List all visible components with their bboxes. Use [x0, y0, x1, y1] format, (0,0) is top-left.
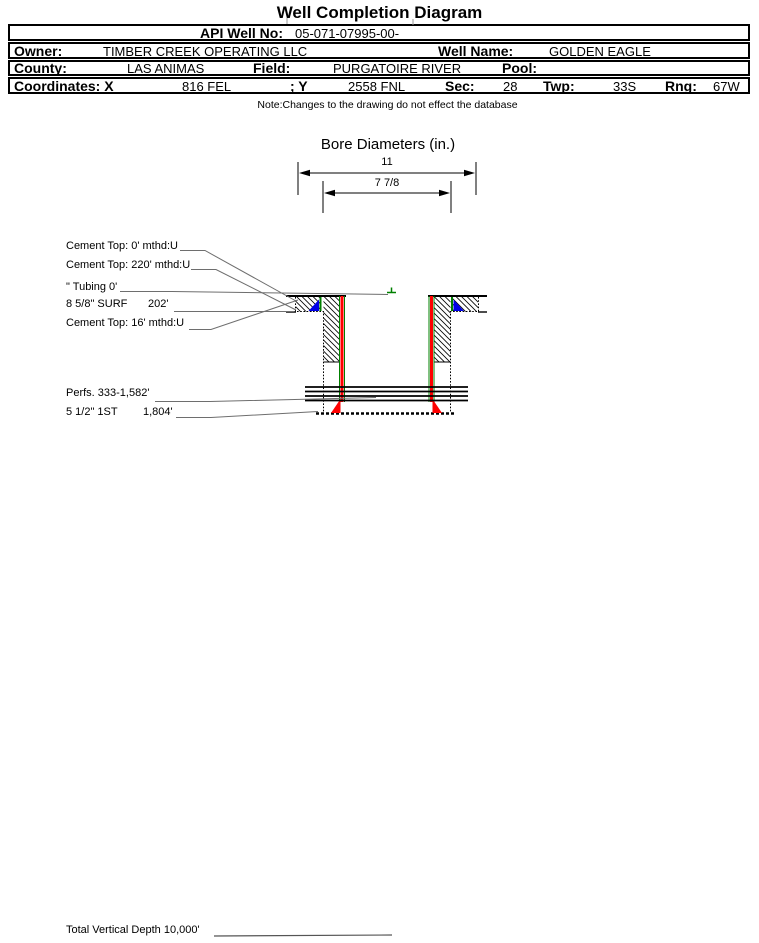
owner-label: Owner:	[14, 43, 63, 59]
inner-bore-diameter-value: 7 7/8	[374, 177, 400, 189]
bore-diameters-title: Bore Diameters (in.)	[320, 136, 456, 153]
cement-top-1-label: Cement Top: 0' mthd:U	[66, 240, 178, 252]
leader-lines	[120, 251, 388, 418]
well-name-label: Well Name:	[438, 43, 514, 59]
coordinate-y-value: 2558 FNL	[348, 79, 406, 94]
county-label: County:	[14, 60, 67, 76]
coordinate-y-label: ; Y	[290, 78, 308, 94]
twp-label: Twp:	[543, 78, 575, 94]
field-label: Field:	[253, 60, 291, 76]
cement-top-3-label: Cement Top: 16' mthd:U	[66, 317, 185, 329]
sec-label: Sec:	[445, 78, 475, 94]
inner-bore-dimension-line	[324, 190, 450, 196]
rng-value: 67W	[713, 79, 740, 94]
county-value: LAS ANIMAS	[127, 61, 205, 76]
api-well-no-value: 05-071-07995-00-	[295, 26, 400, 41]
borehole-outline	[296, 297, 479, 412]
well-name-value: GOLDEN EAGLE	[549, 44, 651, 59]
api-well-no-label: API Well No:	[200, 25, 283, 41]
surface-casing-label: 8 5/8" SURF	[66, 298, 128, 310]
total-depth-leader-line	[214, 935, 392, 936]
pool-label: Pool:	[502, 60, 537, 76]
tubing-label: " Tubing 0'	[66, 281, 118, 293]
production-casing-depth: 1,804'	[143, 406, 173, 418]
perforations-label: Perfs. 333-1,582'	[66, 387, 150, 399]
production-casing-label: 5 1/2" 1ST	[66, 406, 118, 418]
field-value: PURGATOIRE RIVER	[333, 61, 462, 76]
owner-value: TIMBER CREEK OPERATING LLC	[103, 44, 308, 59]
rng-label: Rng:	[665, 78, 697, 94]
tubing-mark	[387, 288, 396, 293]
surface-casing-depth: 202'	[148, 298, 169, 310]
twp-value: 33S	[613, 79, 637, 94]
coordinates-label: Coordinates: X	[14, 78, 114, 94]
total-depth-label: Total Vertical Depth 10,000'	[66, 924, 200, 936]
coordinate-x-value: 816 FEL	[182, 79, 232, 94]
dimension-ticks	[298, 162, 476, 213]
cement-top-2-label: Cement Top: 220' mthd:U	[66, 259, 191, 271]
outer-bore-diameter-value: 11	[381, 156, 393, 168]
outer-bore-dimension-line	[299, 170, 475, 176]
sec-value: 28	[503, 79, 518, 94]
database-note: Note:Changes to the drawing do not effect the database	[257, 99, 518, 111]
page-title: Well Completion Diagram	[276, 3, 483, 22]
